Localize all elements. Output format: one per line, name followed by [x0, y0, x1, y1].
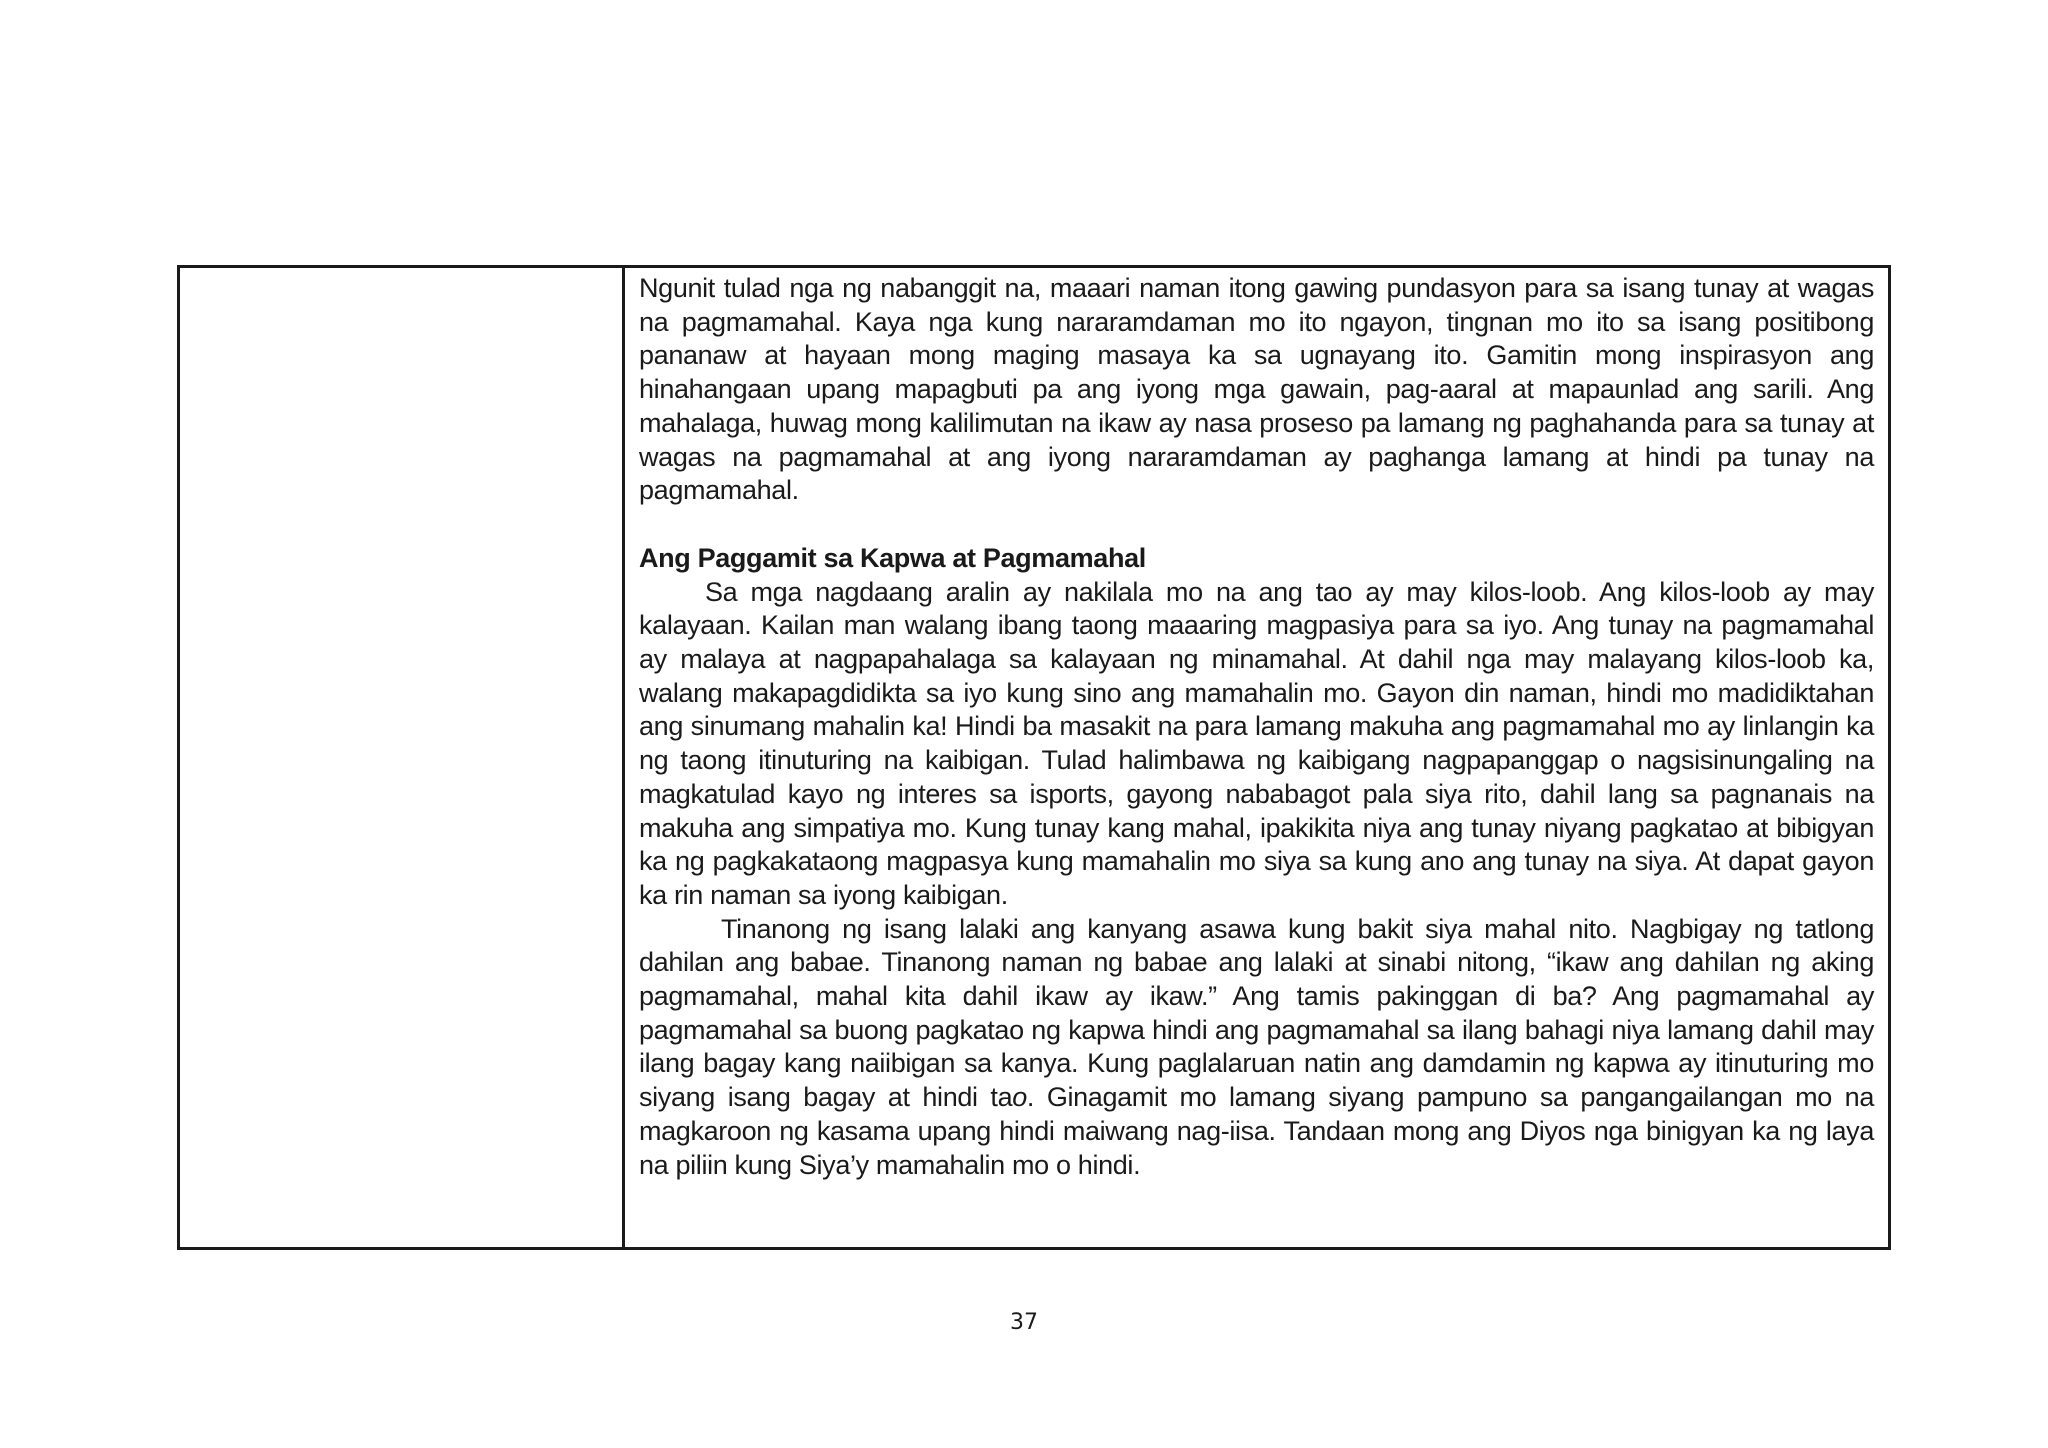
- left-empty-cell: [180, 268, 625, 1247]
- text-cell: [625, 268, 1888, 1247]
- page-number: 37: [1010, 1310, 1038, 1335]
- paragraph-1: Ngunit tulad nga ng nabanggit na, maaari naman itong gawing pundasyon para sa isang tunay at wagas na pagmamahal. Kaya nga kung nararamdaman mo ito ngayon, tingnan mo ito sa isang positibong pananaw at hayaan mong maging masaya ka sa ugnayang ito. Gamitin mong inspirasyon ang hinahangaan upang mapagbuti pa ang iyong mga gawain, pag-aaral at mapaunlad ang sarili. Ang mahalaga, huwag mong kalilimutan na ikaw ay nasa proseso pa lamang ng paghahanda para sa tunay at wagas na pagmamahal at ang iyong nararamdaman ay paghanga lamang at hindi pa tunay na pagmamahal.: [639, 273, 1874, 506]
- section-heading: Ang Paggamit sa Kapwa at Pagmamahal: [639, 542, 1146, 573]
- paragraph-2: Sa mga nagdaang aralin ay nakilala mo na ang tao ay may kilos-loob. Ang kilos-loob ay may kalayaan. Kailan man walang ibang taong maaaring magpasiya para sa iyo. Ang tunay na pagmamahal ay malaya at nagpapahalaga sa kalayaan ng minamahal. At dahil nga may malayang kilos-loob ka, walang makapagdidikta sa iyo kung sino ang mamahalin mo. Gayon din naman, hindi mo madidiktahan ang sinumang mahalin ka! Hindi ba masakit na para lamang makuha ang pagmamahal mo ay linlangin ka ng taong itinuturing na kaibigan. Tulad halimbawa ng kaibigang nagpapanggap o nagsisinungaling na magkatulad kayo ng interes sa isports, gayong nababagot pala siya rito, dahil lang sa pagnanais na makuha ang simpatiya mo. Kung tunay kang mahal, ipakikita niya ang tunay niyang pagkatao at bibigyan ka ng pagkakataong magpasya kung mamahalin mo siya sa kung ano ang tunay na siya. At dapat gayon ka rin naman sa iyong kaibigan.: [639, 576, 1874, 910]
- paragraph-3: [639, 913, 1874, 1183]
- paragraph-3-italic: o: [1012, 1082, 1027, 1113]
- content-table: [177, 265, 1891, 1250]
- paragraph-3-part-1: Tinanong ng isang lalaki ang kanyang asawa kung bakit siya mahal nito. Nagbigay ng tatlong dahilan ang babae. Tinanong naman ng babae ang lalaki at sinabi nitong, “ikaw ang dahilan ng aking pagmamahal, mahal kita dahil ikaw ay ikaw.” Ang tamis pakinggan di ba? Ang pagmamahal ay pagmamahal sa buong pagkatao ng kapwa hindi ang pagmamahal sa ilang bahagi niya lamang dahil may ilang bagay kang naiibigan sa kanya. Kung paglalaruan natin ang damdamin ng kapwa ay itinuturing mo siyang isang bagay at hindi ta: [639, 913, 1874, 1113]
- paragraph-3-part-2: . Ginagamit mo lamang siyang pampuno sa pangangailangan mo na magkaroon ng kasama upang hindi maiwang nag-iisa. Tandaan mong ang Diyos nga binigyan ka ng laya na piliin kung Siya’y mamahalin mo o hindi.: [639, 1082, 1874, 1180]
